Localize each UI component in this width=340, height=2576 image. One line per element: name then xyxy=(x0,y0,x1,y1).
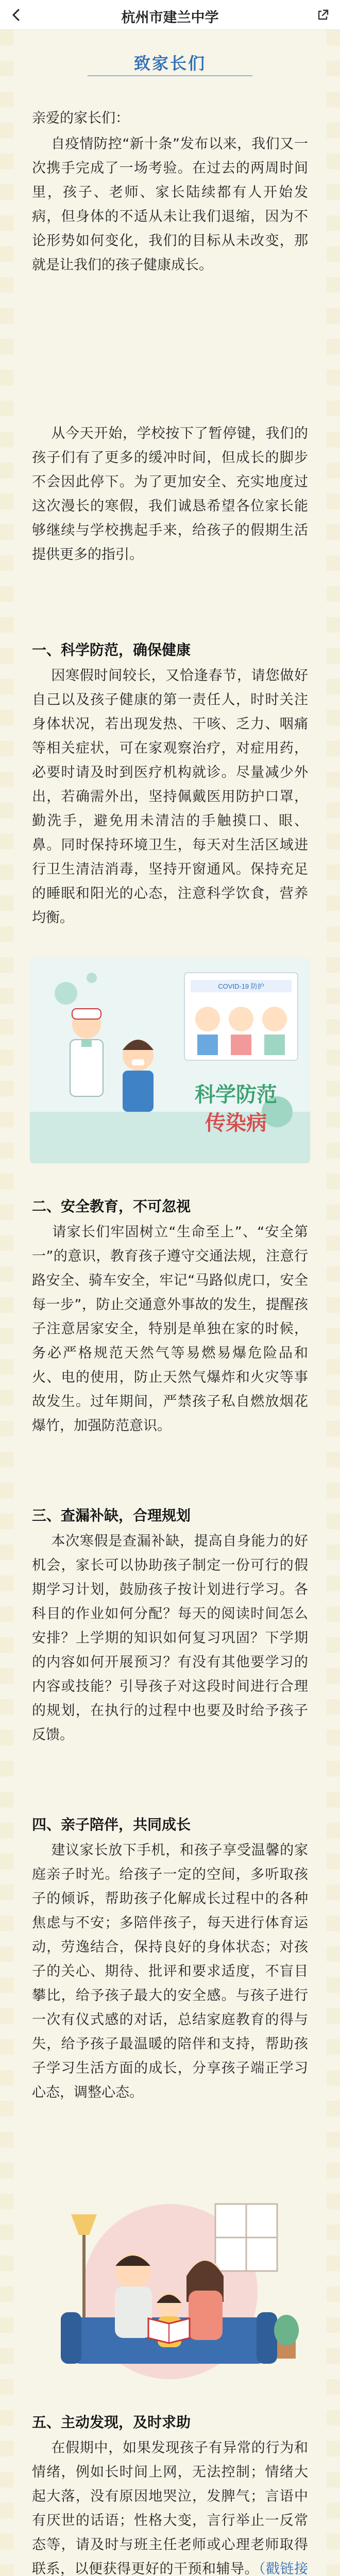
section-2-title: 二、安全教育，不可忽视 xyxy=(32,1198,191,1215)
section-2-body: 请家长们牢固树立“生命至上”、“安全第一”的意识，教育孩子遵守交通法规，注意行路安全、骑车安全，牢记“马路似虎口，安全每一步”，防止交通意外事故的发生，提醒孩子注意居家安全，特别是单独在家的时候，务必严格规范天然气等易燃易爆危险品和火、电的使用，防止天然气爆炸和火灾等事故发生。过年期间，严禁孩子私自燃放烟花爆竹，加强防范意识。 xyxy=(32,1224,308,1434)
winter-paragraph: 从今天开始，学校按下了暂停键，我们的孩子们有了更多的缓冲时间，但成长的脚步不会因此停下。为了更加安全、充实地度过这次漫长的寒假，我们诚恳希望各位家长能够继续与学校携起手来，给孩子的假期生活提供更多的指引。 xyxy=(32,426,308,563)
section-4-title: 四、亲子陪伴，共同成长 xyxy=(32,1816,191,1833)
greeting: 亲爱的家长们： xyxy=(32,110,129,126)
banner-line-1: 科学防范 xyxy=(195,1083,277,1107)
back-arrow-icon[interactable] xyxy=(9,8,24,22)
section-4-body: 建议家长放下手机，和孩子享受温馨的家庭亲子时光。给孩子一定的空间，多听取孩子的倾诉，帮助孩子化解成长过程中的各种焦虑与不安；多陪伴孩子，每天进行体育运动，劳逸结合，保持良好的身体状态；对孩子的关心、期待、批评和要求适度，不盲目攀比，给予孩子最大的安全感。与孩子进行一次有仪式感的对话，总结家庭教育的得与失，给予孩子最温暖的陪伴和支持，帮助孩子学习生活方面的成长，分享孩子端正学习心态，调整心态。 xyxy=(32,1842,308,2100)
section-5-title: 五、主动发现，及时求助 xyxy=(32,2414,191,2431)
article-body xyxy=(0,30,340,2576)
intro-paragraph: 自疫情防控“新十条”发布以来，我们又一次携手完成了一场考验。在过去的两周时间里，孩子、老师、家长陆续都有人开始发病，但身体的不适从未让我们退缩，因为不论形势如何变化，我们的目标从未改变，那就是让我们的孩子健康成长。 xyxy=(32,136,308,273)
section-5-body xyxy=(32,2436,308,2576)
section-5-text: 在假期中，如果发现孩子有异常的行为和情绪，例如长时间上网，无法控制；情绪大起大落，没有原因地哭泣，发脾气；言语中有厌世的话语；性格大变，言行举止一反常态等，请及时与班主任老师或心理老师取得联系，以便获得更好的干预和辅导。 xyxy=(32,2440,308,2576)
top-bar xyxy=(0,0,340,30)
section-3-body: 本次寒假是查漏补缺，提高自身能力的好机会，家长可以协助孩子制定一份可行的假期学习计划，鼓励孩子按计划进行学习。各科目的作业如何分配？每天的阅读时间怎么安排？上学期的知识如何复习巩固？下学期的内容如何开展预习？有没有其他要学习的内容或技能？引导孩子对这段时间进行合理的规划，在执行的过程中也要及时给予孩子反馈。 xyxy=(32,1533,308,1743)
section-1-title: 一、科学防范，确保健康 xyxy=(32,641,191,658)
illustration-family xyxy=(30,2183,310,2384)
banner-line-2: 传染病 xyxy=(205,1111,267,1135)
poster-caption: COVID-19 防护 xyxy=(218,982,264,990)
page-title: 杭州市建兰中学 xyxy=(121,10,219,26)
share-icon[interactable] xyxy=(316,8,330,22)
section-1-body: 因寒假时间较长，又恰逢春节，请您做好自己以及孩子健康的第一责任人，时时关注身体状况，若出现发热、干咳、乏力、咽痛等相关症状，可在家观察治疗，对症用药，必要时请及时到医疗机构就诊。尽量减少外出，若确需外出，坚持佩戴医用防护口罩，勤洗手，避免用未清洁的手触摸口、眼、鼻。同时保持环境卫生，每天对生活区域进行卫生清洁消毒，坚持开窗通风。保持充足的睡眠和阳光的心态，注意科学饮食，营养均衡。 xyxy=(32,668,308,926)
section-3-title: 三、查漏补缺，合理规划 xyxy=(32,1507,191,1524)
document-title: 致家长们 xyxy=(133,54,206,73)
psych-guide-link[interactable]: （戳链接 xyxy=(259,2561,308,2576)
title-divider xyxy=(88,75,252,76)
illustration-prevention xyxy=(30,957,310,1163)
